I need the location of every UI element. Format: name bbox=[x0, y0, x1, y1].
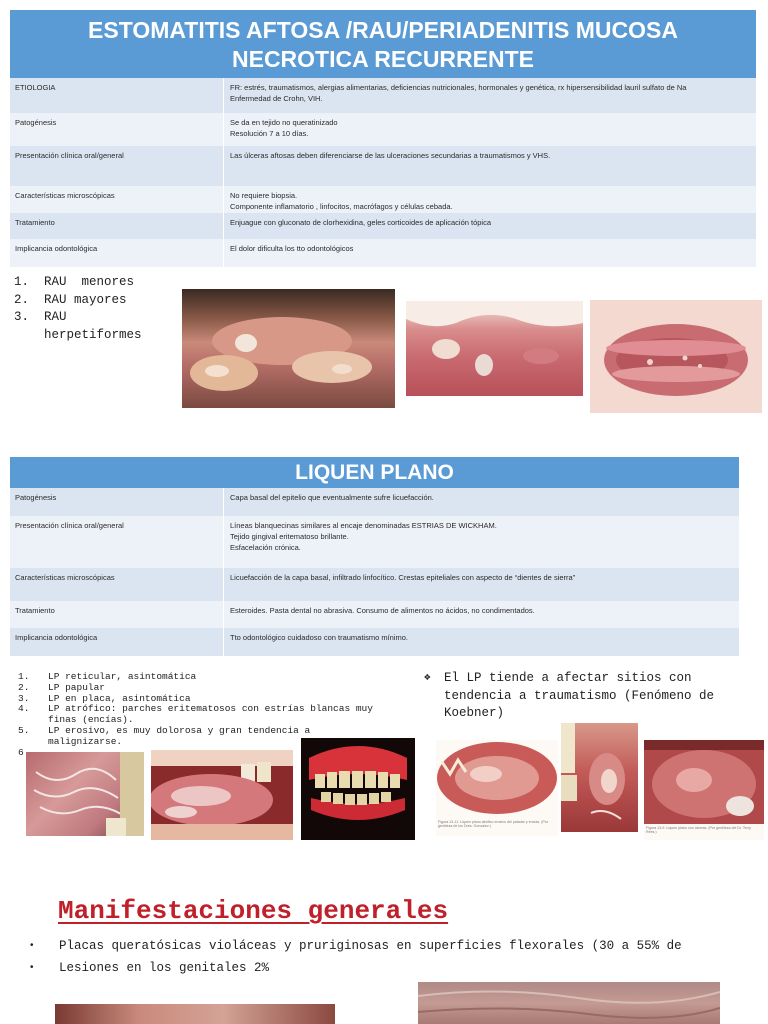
list-item: finas (encías). bbox=[48, 714, 134, 726]
general-manifestations-title: Manifestaciones generales bbox=[58, 896, 449, 926]
bullet-icon: • bbox=[30, 940, 34, 951]
table-row bbox=[10, 568, 739, 601]
bullet-icon: • bbox=[30, 962, 34, 973]
photo-lp-palate bbox=[436, 740, 558, 836]
row-label: Tratamiento bbox=[10, 213, 224, 239]
table-row bbox=[10, 628, 739, 656]
row-label: ETIOLOGIA bbox=[10, 78, 224, 113]
table-row bbox=[10, 488, 739, 516]
rau-table-title bbox=[10, 10, 756, 78]
table-row bbox=[10, 601, 739, 628]
rau-types-list bbox=[14, 274, 142, 344]
row-value: FR: estrés, traumatismos, alergias alimentarias, deficiencias nutricionales, hormonales y genética, rx hipersensibilidad lauril sulfato de Na Enfermedad de Crohn, VIH. bbox=[230, 83, 687, 103]
row-value: Capa basal del epitelio que eventualmente sufre licuefacción. bbox=[230, 493, 434, 502]
photo-skin-lesion-left bbox=[55, 1004, 335, 1024]
photo-lp-gingival bbox=[301, 738, 415, 840]
list-item: 3. LP en placa, asintomática bbox=[18, 692, 191, 704]
table-row bbox=[10, 186, 756, 213]
row-label: Características microscópicas bbox=[10, 568, 224, 601]
row-label: Implicancia odontológica bbox=[10, 628, 224, 656]
row-label: Implicancia odontológica bbox=[10, 239, 224, 267]
table-row bbox=[10, 516, 739, 568]
koebner-note bbox=[424, 670, 764, 723]
row-value: Las úlceras aftosas deben diferenciarse de las ulceraciones secundarias a traumatismos y VHS. bbox=[230, 151, 551, 160]
list-item: 1. RAU menores bbox=[14, 275, 135, 289]
list-item: • Lesiones en los genitales 2% bbox=[30, 957, 682, 979]
photo-lp-ulcer-buccal bbox=[561, 723, 638, 832]
list-item: 6 bbox=[18, 746, 24, 758]
lichen-planus-title: LIQUEN PLANO bbox=[10, 457, 739, 488]
row-label: Tratamiento bbox=[10, 601, 224, 628]
list-item: herpetiformes bbox=[44, 327, 142, 342]
list-item: 4. LP atrófico: parches eritematosos con estrías blancas muy bbox=[18, 703, 373, 715]
photo-skin-lesion-right bbox=[418, 982, 720, 1024]
photo-lp-reticular-buccal bbox=[26, 752, 144, 836]
diamond-bullet-icon: ❖ bbox=[424, 672, 431, 684]
table-row bbox=[10, 78, 756, 113]
list-item: 1. LP reticular, asintomática bbox=[18, 671, 197, 682]
list-item: malignizarse. bbox=[48, 735, 123, 747]
lichen-planus-table bbox=[10, 457, 739, 656]
list-item: • Placas queratósicas violáceas y pruriginosas en superficies flexorales (30 a 55% de bbox=[30, 935, 682, 957]
photo-lp-ulcer-tongue bbox=[644, 740, 764, 840]
row-label: Características microscópicas bbox=[10, 186, 224, 213]
list-item: 2. RAU mayores bbox=[14, 292, 127, 307]
row-value: Se da en tejido no queratinizado Resolución 7 a 10 días. bbox=[230, 118, 338, 138]
list-item: 5. LP erosivo, es muy dolorosa y gran tendencia a bbox=[18, 724, 311, 736]
table-row bbox=[10, 239, 756, 267]
photo-rau-minor-lip bbox=[182, 289, 395, 408]
row-value: No requiere biopsia. Componente inflamatorio , linfocitos, macrófagos y células cebada. bbox=[230, 191, 453, 211]
photo-lp-tongue bbox=[151, 750, 293, 840]
rau-title-line2: NECROTICA RECURRENTE bbox=[232, 45, 534, 72]
row-value: Enjuague con gluconato de clorhexidina, geles corticoides de aplicación tópica bbox=[230, 218, 492, 227]
general-manifestations-list bbox=[30, 935, 682, 979]
row-value: Líneas blanquecinas similares al encaje denominadas ESTRIAS DE WICKHAM. Tejido gingival eritematoso brillante. Esfacelación crónica. bbox=[230, 521, 497, 552]
row-label: Presentación clínica oral/general bbox=[10, 516, 224, 568]
row-value: Tto odontológico cuidadoso con traumatismo mínimo. bbox=[230, 633, 409, 642]
row-label: Presentación clínica oral/general bbox=[10, 146, 224, 186]
table-row bbox=[10, 213, 756, 239]
list-item: 3. RAU bbox=[14, 310, 67, 324]
koebner-text: El LP tiende a afectar sitios con tendencia a traumatismo (Fenómeno de Koebner) bbox=[444, 671, 715, 720]
photo-rau-major-mucosa bbox=[406, 301, 583, 396]
row-label: Patogénesis bbox=[10, 488, 224, 516]
list-item: 2. LP papular bbox=[18, 681, 106, 693]
row-value: Esteroides. Pasta dental no abrasiva. Consumo de alimentos no ácidos, no condimentados. bbox=[230, 606, 535, 615]
rau-title-line1: ESTOMATITIS AFTOSA /RAU/PERIADENITIS MUCOSA bbox=[88, 17, 678, 43]
table-row bbox=[10, 146, 756, 186]
figure-caption-right: Figura 13-9. Liquen plano con úlceras. (Por gentileza del Dr. Terry Rees.) bbox=[646, 826, 751, 835]
row-label: Patogénesis bbox=[10, 113, 224, 146]
figure-caption-left: Figura 13-11. Liquen plano atrófico erosivo del paladar y encías. (Por gentileza de los Dres. Gonzalez.) bbox=[438, 820, 549, 829]
photo-rau-herpetiform-tongue bbox=[590, 300, 762, 413]
table-row bbox=[10, 113, 756, 146]
row-value: Licuefacción de la capa basal, infiltrado linfocítico. Crestas epiteliales con aspecto de “dientes de sierra” bbox=[230, 573, 576, 582]
row-value: El dolor dificulta los tto odontológicos bbox=[230, 244, 354, 253]
rau-table bbox=[10, 10, 756, 267]
